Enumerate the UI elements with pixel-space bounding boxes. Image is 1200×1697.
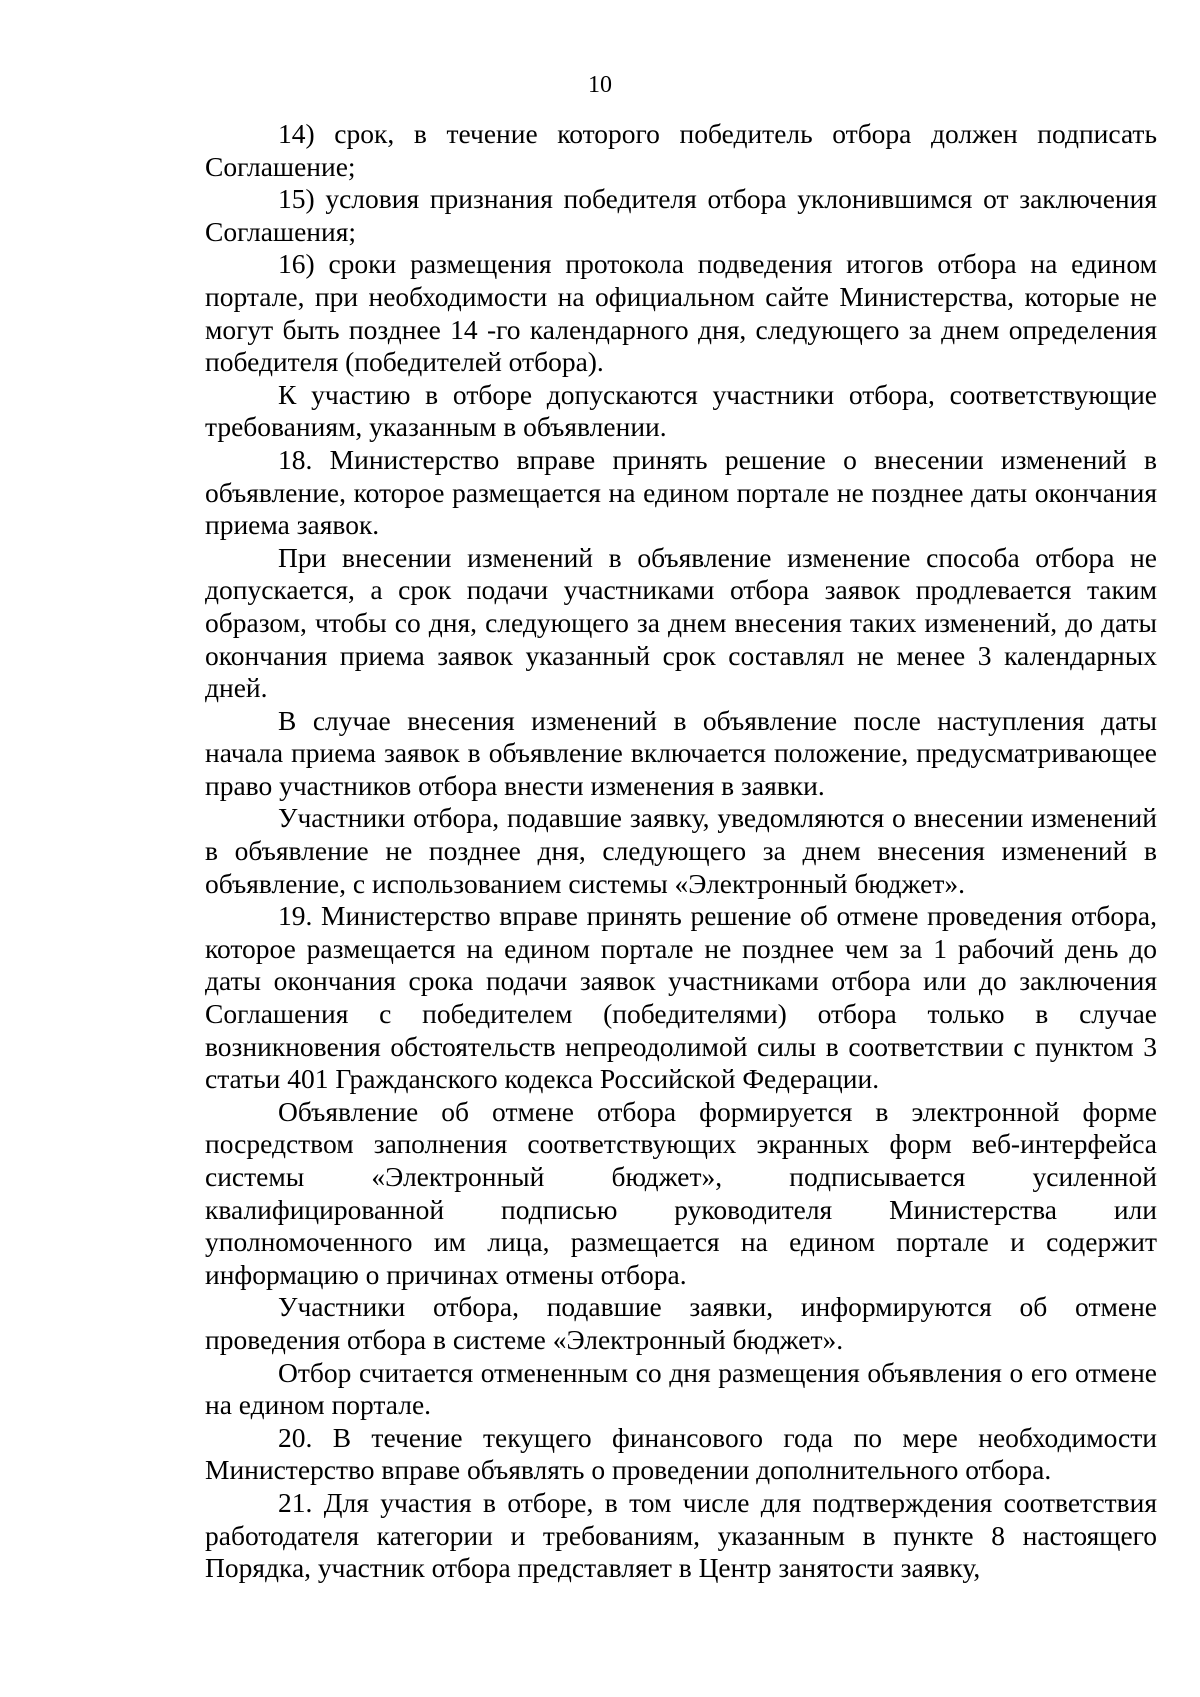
- paragraph-item-14: 14) срок, в течение которого победитель отбора должен подписать Соглашение;: [205, 118, 1157, 182]
- paragraph-20: 20. В течение текущего финансового года по мере необходимости Министерство вправе объявлять о проведении дополнительного отбора.: [205, 1421, 1157, 1486]
- paragraph-18-after-start: В случае внесения изменений в объявление после наступления даты начала приема заявок в объявление включается положение, предусматривающее право участников отбора внести изменения в заявки.: [205, 704, 1157, 801]
- paragraph-18-notification: Участники отбора, подавшие заявку, уведомляются о внесении изменений в объявление не позднее дня, следующего за днем внесения изменений в объявление, с использованием системы «Электронный бюджет».: [205, 802, 1157, 899]
- paragraph-admission: К участию в отборе допускаются участники отбора, соответствующие требованиям, указанным в объявлении.: [205, 378, 1157, 443]
- paragraph-19-cancelled: Отбор считается отмененным со дня размещения объявления о его отмене на едином портале.: [205, 1356, 1157, 1421]
- paragraph-19-cancel-notice: Объявление об отмене отбора формируется в электронной форме посредством заполнения соответствующих экранных форм веб-интерфейса системы «Электронный бюджет», подписывается усиленной квалифицированной подписью руководителя Министерства или уполномоченного им лица, размещается на едином портале и содержит информацию о причинах отмены отбора.: [205, 1095, 1157, 1290]
- document-body: [205, 118, 1157, 1585]
- paragraph-item-16: 16) сроки размещения протокола подведения итогов отбора на едином портале, при необходимости на официальном сайте Министерства, которые не могут быть позднее 14 -го календарного дня, следующего за днем определения победителя (победителей отбора).: [205, 248, 1157, 378]
- paragraph-19: 19. Министерство вправе принять решение об отмене проведения отбора, которое размещается на едином портале не позднее чем за 1 рабочий день до даты окончания срока подачи заявок участниками отбора или до заключения Соглашения с победителем (победителями) отбора только в случае возникновения обстоятельств непреодолимой силы в соответствии с пунктом 3 статьи 401 Гражданского кодекса Российской Федерации.: [205, 900, 1157, 1095]
- paragraph-18: 18. Министерство вправе принять решение о внесении изменений в объявление, которое размещается на едином портале не позднее даты окончания приема заявок.: [205, 443, 1157, 541]
- page-number: 10: [588, 72, 612, 98]
- paragraph-item-15: 15) условия признания победителя отбора уклонившимся от заключения Соглашения;: [205, 183, 1157, 247]
- paragraph-19-participants: Участники отбора, подавшие заявки, информируются об отмене проведения отбора в системе «Электронный бюджет».: [205, 1291, 1157, 1355]
- paragraph-21: 21. Для участия в отборе, в том числе для подтверждения соответствия работодателя категории и требованиям, указанным в пункте 8 настоящего Порядка, участник отбора представляет в Центр занятости заявку,: [205, 1486, 1157, 1584]
- paragraph-18-changes: При внесении изменений в объявление изменение способа отбора не допускается, а срок подачи участниками отбора заявок продлевается таким образом, чтобы со дня, следующего за днем внесения таких изменений, до даты окончания приема заявок указанный срок составлял не менее 3 календарных дней.: [205, 541, 1157, 704]
